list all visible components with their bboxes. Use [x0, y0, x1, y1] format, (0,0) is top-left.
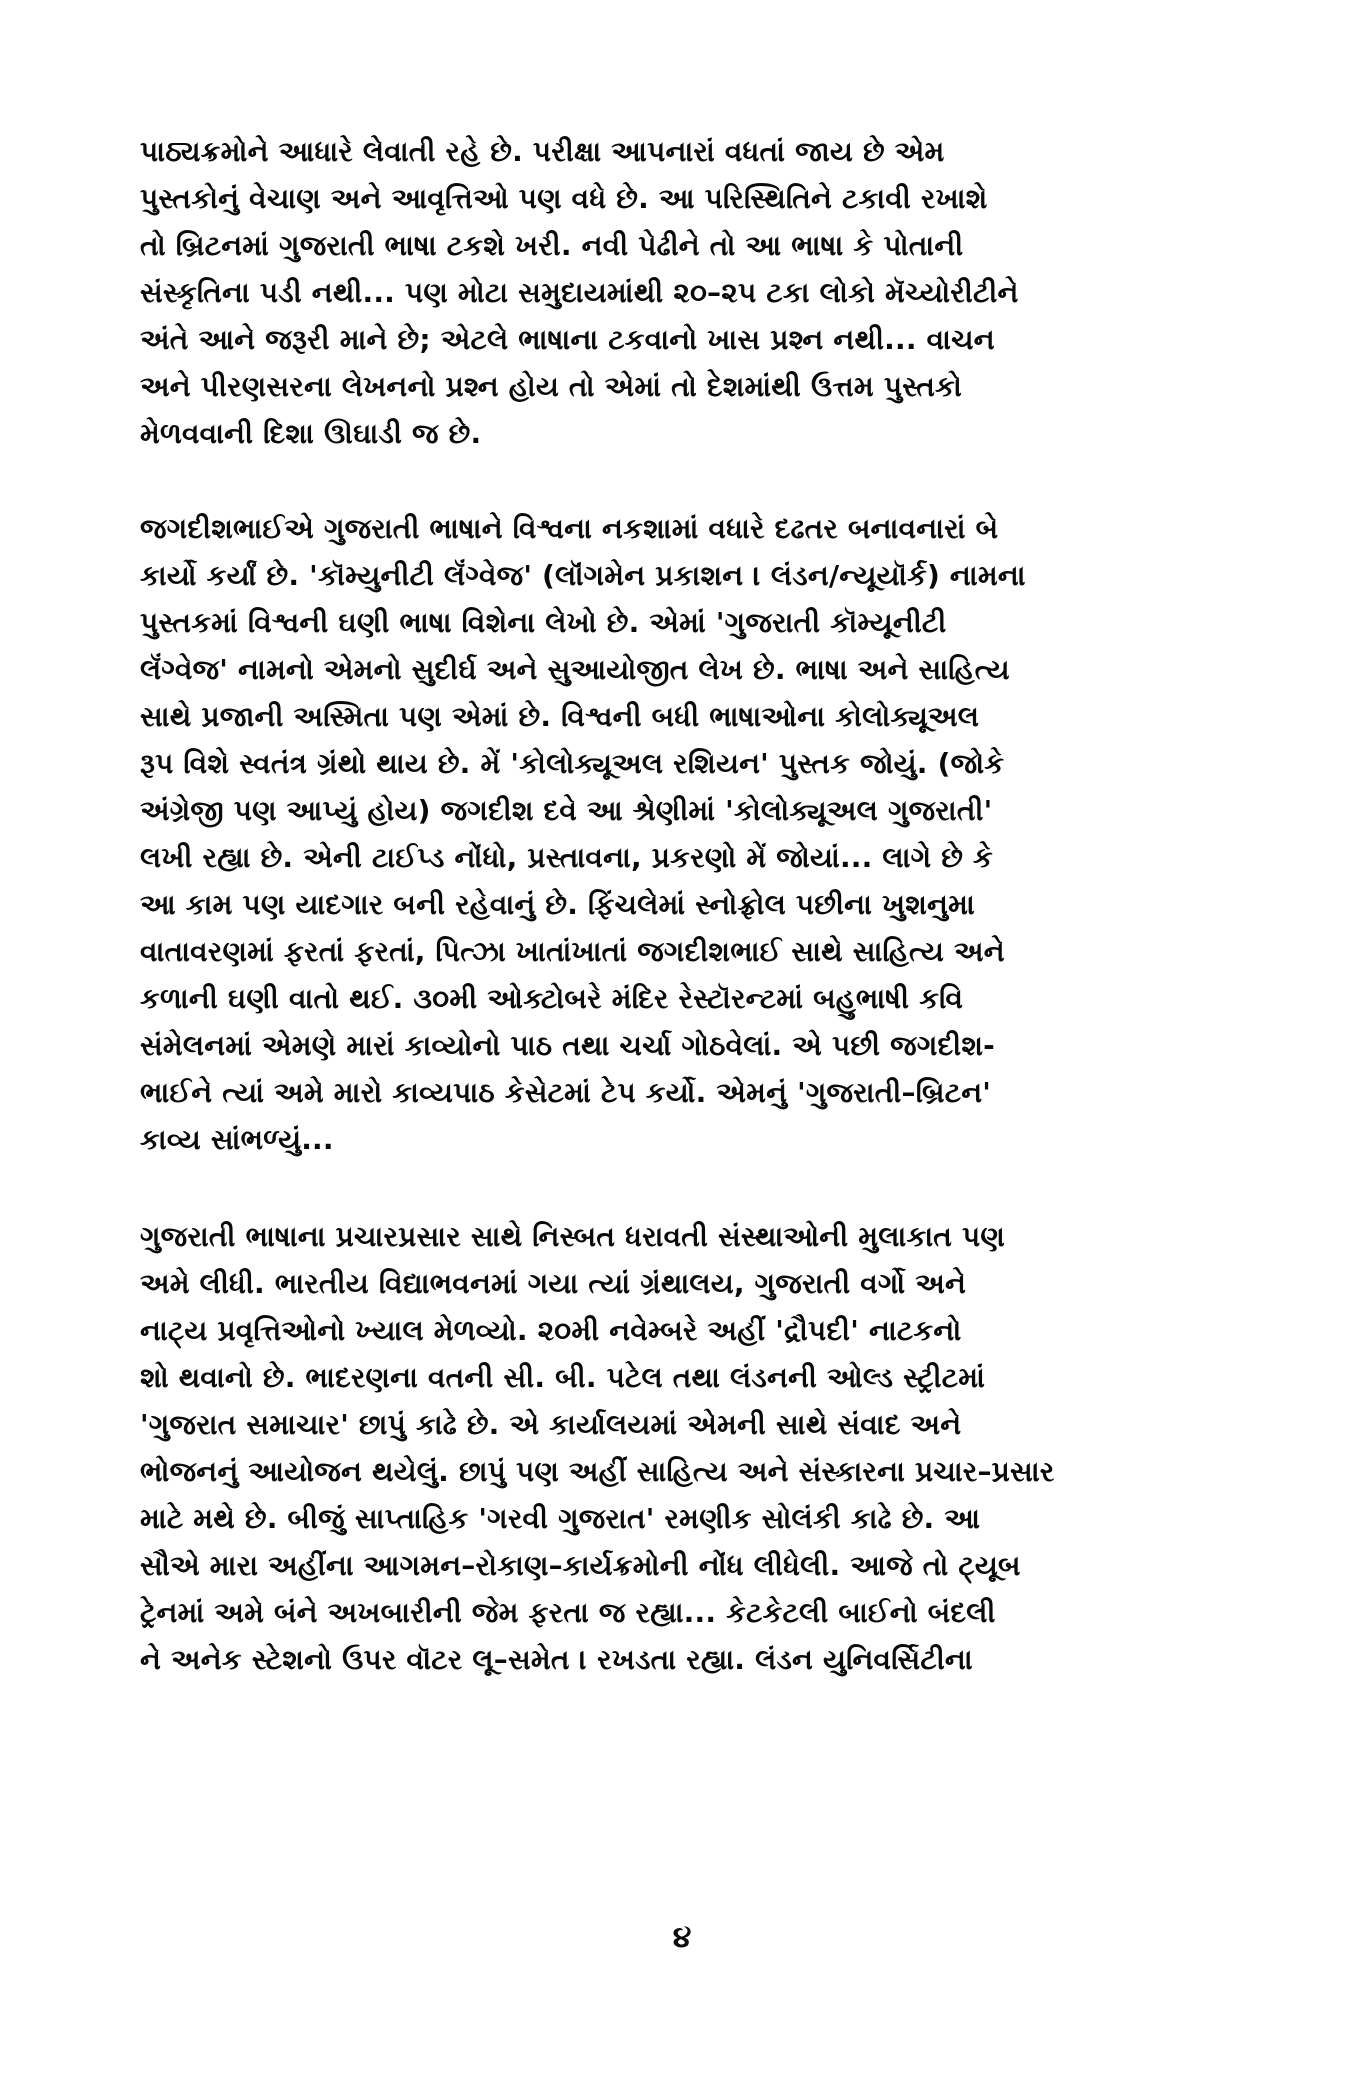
- text-line: ગુજરાતી ભાષાના પ્રચારપ્રસાર સાથે નિસ્બત ધરાવતી સંસ્થાઓની મુલાકાત પણ: [140, 1220, 1006, 1253]
- text-line: સંસ્કૃતિના પડી નથી... પણ મોટા સમુદાયમાંથી ૨૦–૨૫ ટકા લોકો મૅચ્યોરીટીને: [140, 276, 1019, 309]
- text-line: તો બ્રિટનમાં ગુજરાતી ભાષા ટકશે ખરી. નવી પેઢીને તો આ ભાષા કે પોતાની: [140, 229, 964, 262]
- text-line: માટે મથે છે. બીજું સાપ્તાહિક 'ગરવી ગુજરાત' રમણીક સોલંકી કાઢે છે. આ: [140, 1502, 981, 1535]
- text-line: ભાઈને ત્યાં અમે મારો કાવ્યપાઠ કેસેટમાં ટેપ કર્યો. એમનું 'ગુજરાતી–બ્રિટન': [140, 1076, 992, 1109]
- text-line: અંગ્રેજી પણ આપ્યું હોય) જગદીશ દવે આ શ્રેણીમાં 'કોલોક્યૂઅલ ગુજરાતી': [140, 794, 993, 827]
- text-line: લૅંગ્વેજ' નામનો એમનો સુદીર્ઘ અને સુઆયોજીત લેખ છે. ભાષા અને સાહિત્ય: [140, 653, 1010, 686]
- text-line: 'ગુજરાત સમાચાર' છાપું કાઢે છે. એ કાર્યાલયમાં એમની સાથે સંવાદ અને: [140, 1408, 962, 1441]
- text-line: ટ્રેનમાં અમે બંને અખબારીની જેમ ફરતા જ રહ્યા... કેટકેટલી બાઈનો બંદલી: [140, 1596, 996, 1629]
- text-line: લખી રહ્યા છે. એની ટાઈપ્ડ નોંધો, પ્રસ્તાવના, પ્રકરણો મેં જોયાં... લાગે છે કે: [140, 841, 993, 874]
- text-line: કળાની ઘણી વાતો થઈ. ૩૦મી ઓક્ટોબરે મંદિર રેસ્ટૉરન્ટમાં બહુભાષી કવિ: [140, 982, 964, 1015]
- paragraph-2: [140, 505, 1245, 1163]
- text-line: અંતે આને જરૂરી માને છે; એટલે ભાષાના ટકવાનો ખાસ પ્રશ્ન નથી... વાચન: [140, 323, 995, 356]
- text-line: આ કામ પણ યાદગાર બની રહેવાનું છે. ફિંચલેમાં સ્નોફ્રોલ પછીના ખુશનુમા: [140, 888, 975, 921]
- text-line: કાવ્ય સાંભળ્યું...: [140, 1123, 334, 1156]
- text-line: વાતાવરણમાં ફરતાં ફરતાં, પિત્ઝા ખાતાંખાતાં જગદીશભાઈ સાથે સાહિત્ય અને: [140, 935, 1005, 968]
- text-line: પાઠ્યક્રમોને આધારે લેવાતી રહે છે. પરીક્ષા આપનારાં વધતાં જાય છે એમ: [140, 135, 945, 168]
- text-line: અમે લીધી. ભારતીય વિદ્યાભવનમાં ગયા ત્યાં ગ્રંથાલય, ગુજરાતી વર્ગો અને: [140, 1267, 967, 1300]
- text-line: સાથે પ્રજાની અસ્મિતા પણ એમાં છે. વિશ્વની બધી ભાષાઓના કોલોક્યૂઅલ: [140, 700, 980, 733]
- text-line: પુસ્તકમાં વિશ્વની ઘણી ભાષા વિશેના લેખો છે. એમાં 'ગુજરાતી કૉમ્યૂનીટી: [140, 606, 947, 639]
- text-line: અને પીરણસરના લેખનનો પ્રશ્ન હોય તો એમાં તો દેશમાંથી ઉત્તમ પુસ્તકો: [140, 370, 962, 403]
- text-line: નાટ્ય પ્રવૃત્તિઓનો ખ્યાલ મેળવ્યો. ૨૦મી નવેમ્બરે અહીં 'દ્રૌપદી' નાટકનો: [140, 1314, 962, 1347]
- page-body: [140, 128, 1245, 1683]
- page-number: ૪: [672, 1920, 692, 1955]
- text-line: ભોજનનું આયોજન થયેલું. છાપું પણ અહીં સાહિત્ય અને સંસ્કારના પ્રચાર–પ્રસાર: [140, 1455, 1055, 1488]
- text-line: શો થવાનો છે. ભાદરણના વતની સી. બી. પટેલ તથા લંડનની ઓલ્ડ સ્ટ્રીટમાં: [140, 1361, 986, 1394]
- text-line: સંમેલનમાં એમણે મારાં કાવ્યોનો પાઠ તથા ચર્ચા ગોઠવેલાં. એ પછી જગદીશ-: [140, 1029, 995, 1062]
- paragraph-3: [140, 1213, 1245, 1683]
- text-line: મેળવવાની દિશા ઊઘાડી જ છે.: [140, 417, 482, 450]
- text-line: કાર્યો કર્યાં છે. 'કૉમ્યુનીટી લૅંગ્વેજ' (લૉંગમેન પ્રકાશન । લંડન/ન્યૂયૉર્ક) નામના: [140, 559, 1026, 592]
- text-line: જગદીશભાઈએ ગુજરાતી ભાષાને વિશ્વના નકશામાં વધારે દઢતર બનાવનારાં બે: [140, 512, 999, 545]
- text-line: રૂપ વિશે સ્વતંત્ર ગ્રંથો થાય છે. મેં 'કોલોક્યૂઅલ રશિયન' પુસ્તક જોયું. (જોકે: [140, 747, 1005, 780]
- text-line: પુસ્તકોનું વેચાણ અને આવૃત્તિઓ પણ વધે છે. આ પરિસ્થિતિને ટકાવી રખાશે: [140, 182, 988, 215]
- text-line: ને અનેક સ્ટેશનો ઉપર વૉટર લૂ–સમેત । રખડતા રહ્યા. લંડન યુનિવર્સિટીના: [140, 1643, 973, 1676]
- text-line: સૌએ મારા અહીંના આગમન–રોકાણ–કાર્યક્રમોની નોંધ લીધેલી. આજે તો ટ્યૂબ: [140, 1549, 1021, 1582]
- paragraph-1: [140, 128, 1245, 457]
